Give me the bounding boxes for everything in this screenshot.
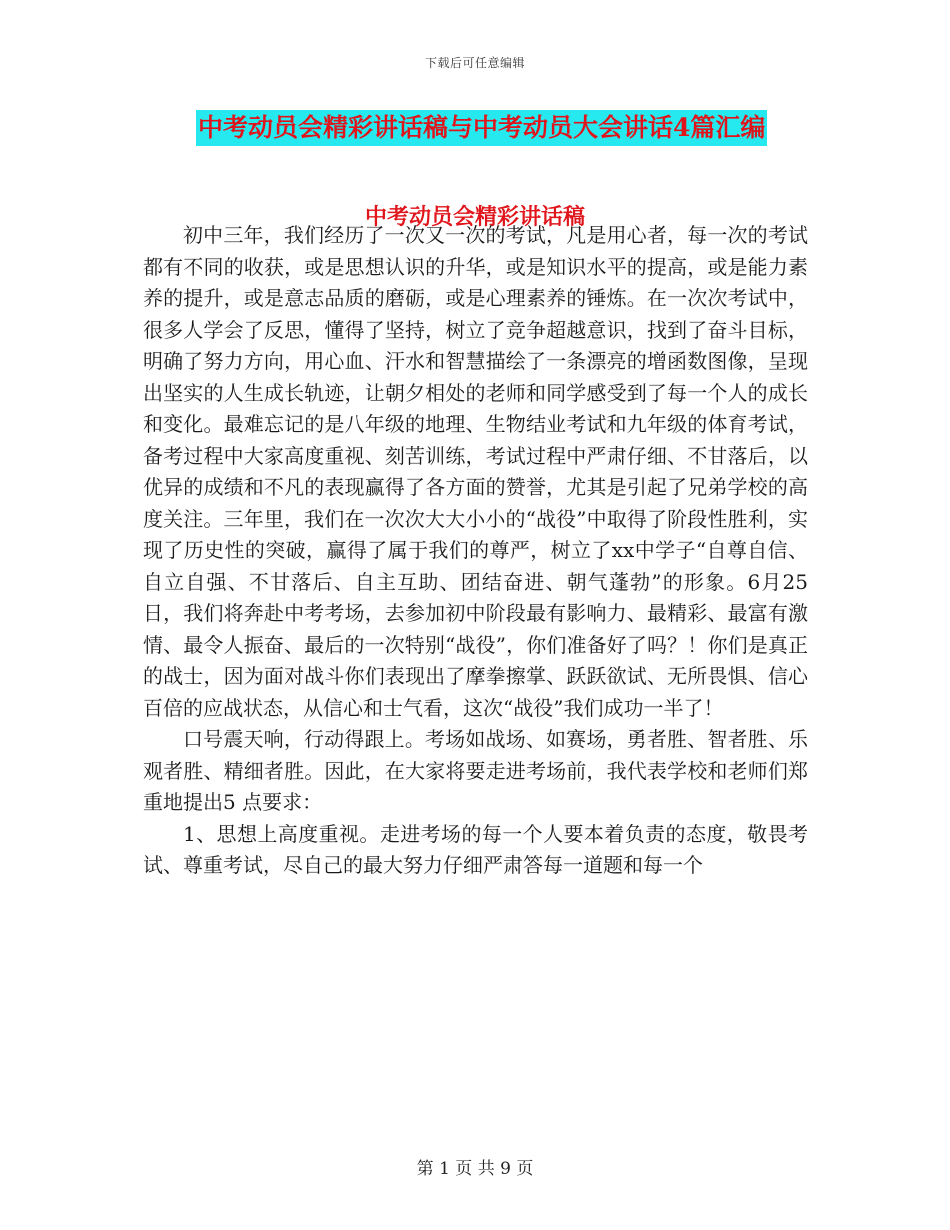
paragraph-2: 口号震天响，行动得跟上。考场如战场、如赛场，勇者胜、智者胜、乐观者胜、精细者胜。因此，在大家将要走进考场前，我代表学校和老师们郑重地提出5 点要求： <box>143 727 808 814</box>
header-note: 下载后可任意编辑 <box>424 56 525 70</box>
document-main-title: 中考动员会精彩讲话稿与中考动员大会讲话4篇汇编 <box>196 110 767 146</box>
paragraph-3: 1、思想上高度重视。走进考场的每一个人要本着负责的态度，敬畏考试、尊重考试，尽自己的最大努力仔细严肃答每一道题和每一个 <box>143 821 808 877</box>
paragraph-1: 初中三年，我们经历了一次又一次的考试，凡是用心者，每一次的考试都有不同的收获，或是思想认识的升华，或是知识水平的提高，或是能力素养的提升，或是意志品质的磨砺，或是心理素养的锤炼。在一次次考试中，很多人学会了反思，懂得了坚持，树立了竞争超越意识，找到了奋斗目标，明确了努力方向，用心血、汗水和智慧描绘了一条漂亮的增函数图像，呈现出坚实的人生成长轨迹，让朝夕相处的老师和同学感受到了每一个人的成长和变化。最难忘记的是八年级的地理、生物结业考试和九年级的体育考试，备考过程中大家高度重视、刻苦训练，考试过程中严肃仔细、不甘落后，以优异的成绩和不凡的表现赢得了各方面的赞誉，尤其是引起了兄弟学校的高度关注。三年里，我们在一次次大大小小的“战役”中取得了阶段性胜利，实现了历史性的突破，赢得了属于我们的尊严，树立了xx中学子“自尊自信、自立自强、不甘落后、自主互助、团结奋进、朝气蓬勃”的形象。6月25日，我们将奔赴中考考场，去参加初中阶段最有影响力、最精彩、最富有激情、最令人振奋、最后的一次特别“战役”，你们准备好了吗？！你们是真正的战士，因为面对战斗你们表现出了摩拳擦掌、跃跃欲试、无所畏惧、信心百倍的应战状态，从信心和士气看，这次“战役”我们成功一半了！ <box>143 223 808 720</box>
page-footer: 第 1 页 共 9 页 <box>416 1159 534 1179</box>
section-title: 中考动员会精彩讲话稿 <box>364 204 585 230</box>
article-body <box>143 220 808 882</box>
